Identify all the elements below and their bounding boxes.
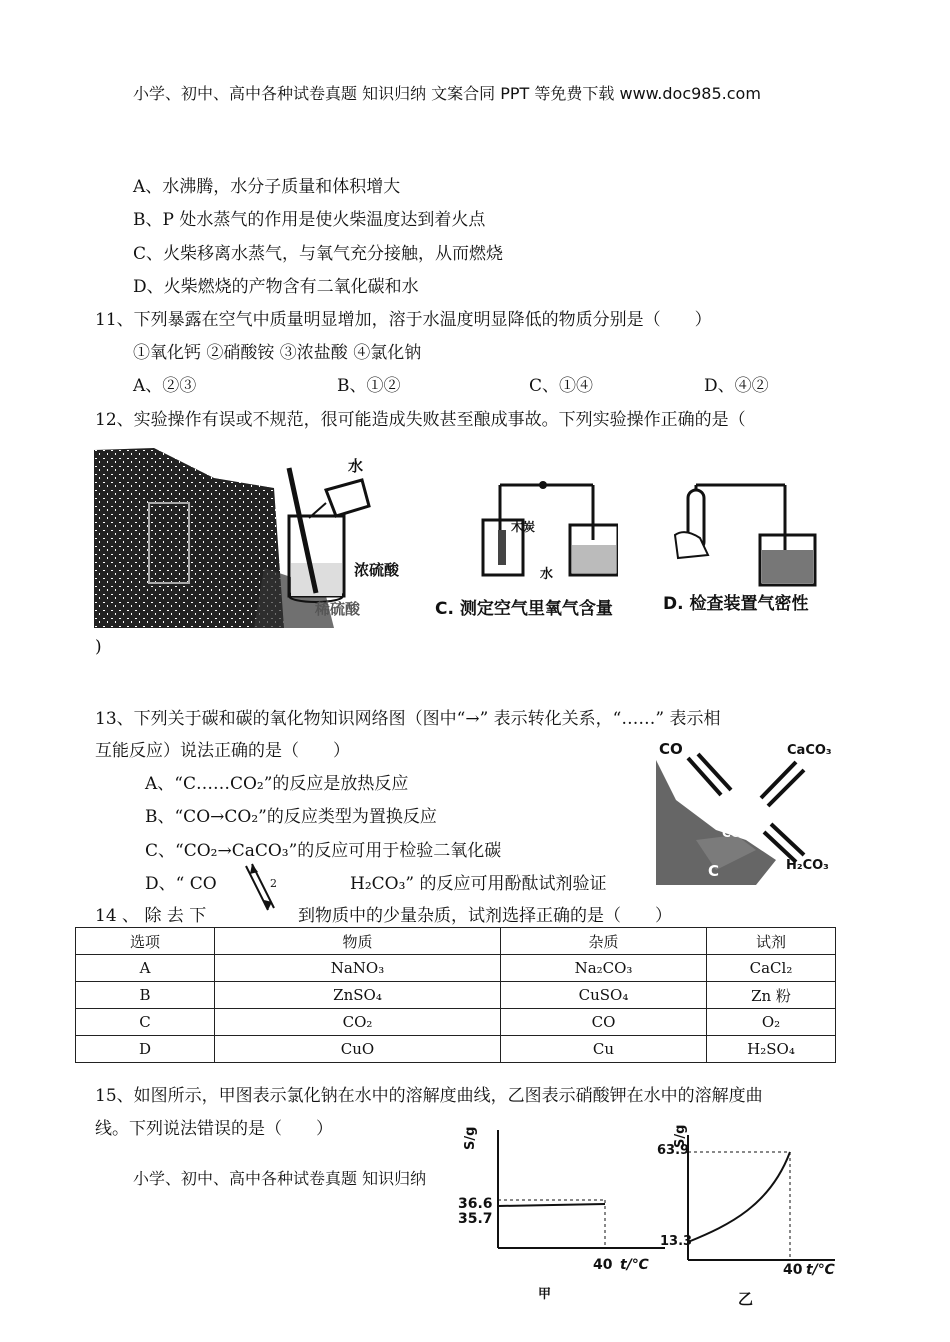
table-row bbox=[76, 955, 836, 982]
graph-jia-ylabel: S/g bbox=[463, 1126, 478, 1150]
table-header: 杂质 bbox=[501, 928, 707, 955]
diagram-h2co3: H₂CO₃ bbox=[786, 858, 829, 873]
diagram-c: C bbox=[708, 862, 720, 880]
graph-jia-curve bbox=[498, 1204, 605, 1206]
table-header: 物质 bbox=[215, 928, 501, 955]
label-charcoal: 木炭 bbox=[511, 520, 536, 534]
table-cell: CaCl₂ bbox=[707, 955, 836, 982]
label-water-c: 水 bbox=[540, 567, 554, 582]
table-cell: Na₂CO₃ bbox=[501, 955, 707, 982]
table-cell: NaNO₃ bbox=[215, 955, 501, 982]
table-row bbox=[76, 1036, 836, 1063]
label-b-dilute-acid: 稀硫酸 bbox=[315, 600, 361, 618]
q10-option-c: C、火柴移离水蒸气，与氧气充分接触，从而燃烧 bbox=[133, 244, 504, 264]
q12-figure-ab bbox=[94, 448, 414, 628]
label-conc-acid: 浓硫酸 bbox=[354, 561, 400, 579]
graph-yi-ylabel: S/g bbox=[673, 1124, 688, 1148]
q14-table bbox=[75, 927, 836, 1063]
q15-stem-line2: 线。下列说法错误的是（ ） bbox=[95, 1119, 333, 1139]
q13-option-d-left: D、“ CO bbox=[145, 874, 217, 894]
table-cell: CO₂ bbox=[215, 1009, 501, 1036]
table-cell: B bbox=[76, 982, 215, 1009]
q11-option-a: A、②③ bbox=[133, 376, 197, 396]
q14-stem-right: 到物质中的少量杂质，试剂选择正确的是（ ） bbox=[298, 906, 672, 926]
graph-yi-ybottom: 13.3 bbox=[660, 1234, 693, 1249]
caption-c: C. 测定空气里氧气含量 bbox=[435, 599, 613, 619]
page-header: 小学、初中、高中各种试卷真题 知识归纳 文案合同 PPT 等免费下载 www.doc985.com bbox=[133, 84, 761, 103]
table-cell: Cu bbox=[501, 1036, 707, 1063]
q13-option-a: A、“C……CO₂”的反应是放热反应 bbox=[145, 774, 409, 794]
q13-option-b: B、“CO→CO₂”的反应类型为置换反应 bbox=[145, 807, 437, 827]
table-cell: Zn 粉 bbox=[707, 982, 836, 1009]
table-cell: CuSO₄ bbox=[501, 982, 707, 1009]
q10-option-d: D、火柴燃烧的产物含有二氧化碳和水 bbox=[133, 277, 419, 297]
caption-d: D. 检查装置气密性 bbox=[663, 594, 809, 614]
graph-jia-caption: 甲 bbox=[538, 1287, 552, 1302]
q14-stem-left: 14 、 除 去 下 bbox=[95, 906, 207, 926]
q11-option-c: C、①④ bbox=[529, 376, 594, 396]
table-cell: H₂SO₄ bbox=[707, 1036, 836, 1063]
double-arrow-icon bbox=[238, 862, 278, 917]
table-cell: CO bbox=[501, 1009, 707, 1036]
table-cell: O₂ bbox=[707, 1009, 836, 1036]
graph-jia-y1: 36.6 bbox=[458, 1196, 493, 1212]
graph-yi-curve bbox=[688, 1152, 790, 1242]
table-cell: D bbox=[76, 1036, 215, 1063]
graph-jia-x: 40 bbox=[593, 1257, 613, 1273]
table-header: 试剂 bbox=[707, 928, 836, 955]
q13-option-d-sub: 2 bbox=[270, 877, 277, 890]
diagram-caco3: CaCO₃ bbox=[787, 743, 832, 758]
q10-option-b: B、P 处水蒸气的作用是使火柴温度达到着火点 bbox=[133, 210, 486, 230]
diagram-co2: CO₂ bbox=[722, 826, 747, 840]
q13-option-d-right: H₂CO₃” 的反应可用酚酞试剂验证 bbox=[350, 874, 607, 894]
q11-items: ①氧化钙 ②硝酸铵 ③浓盐酸 ④氯化钠 bbox=[133, 343, 422, 363]
label-water: 水 bbox=[348, 457, 364, 475]
graph-jia-xunit: t/℃ bbox=[620, 1257, 649, 1273]
table-cell: CuO bbox=[215, 1036, 501, 1063]
table-cell: C bbox=[76, 1009, 215, 1036]
graph-yi-ytop: 63.9 bbox=[657, 1143, 690, 1158]
table-cell: ZnSO₄ bbox=[215, 982, 501, 1009]
q15-stem-line1: 15、如图所示，甲图表示氯化钠在水中的溶解度曲线，乙图表示硝酸钾在水中的溶解度曲 bbox=[95, 1086, 763, 1106]
q11-option-d: D、④② bbox=[704, 376, 769, 396]
graph-yi-x: 40 bbox=[783, 1262, 803, 1278]
page-footer: 小学、初中、高中各种试卷真题 知识归纳 bbox=[133, 1169, 427, 1188]
q12-stem: 12、实验操作有误或不规范，很可能造成失败甚至酿成事故。下列实验操作正确的是（ bbox=[95, 410, 746, 430]
table-cell: A bbox=[76, 955, 215, 982]
q12-figure-d bbox=[670, 480, 830, 590]
graph-jia-y2: 35.7 bbox=[458, 1211, 493, 1227]
q11-stem: 11、下列暴露在空气中质量明显增加，溶于水温度明显降低的物质分别是（ ） bbox=[95, 310, 712, 330]
q13-option-c: C、“CO₂→CaCO₃”的反应可用于检验二氧化碳 bbox=[145, 841, 502, 861]
graph-yi-caption: 乙 bbox=[738, 1290, 754, 1308]
table-header: 选项 bbox=[76, 928, 215, 955]
q12-close-paren: ) bbox=[95, 637, 102, 657]
q11-option-b: B、①② bbox=[337, 376, 401, 396]
q13-stem-line2: 互能反应）说法正确的是（ ） bbox=[95, 741, 350, 761]
q13-stem-line1: 13、下列关于碳和碳的氧化物知识网络图（图中“→” 表示转化关系，“……” 表示相 bbox=[95, 709, 721, 729]
diagram-co: CO bbox=[659, 740, 683, 758]
q10-option-a: A、水沸腾，水分子质量和体积增大 bbox=[133, 177, 401, 197]
graph-yi-xunit: t/℃ bbox=[806, 1262, 835, 1278]
table-row bbox=[76, 1009, 836, 1036]
table-row bbox=[76, 982, 836, 1009]
table-header-row bbox=[76, 928, 836, 955]
